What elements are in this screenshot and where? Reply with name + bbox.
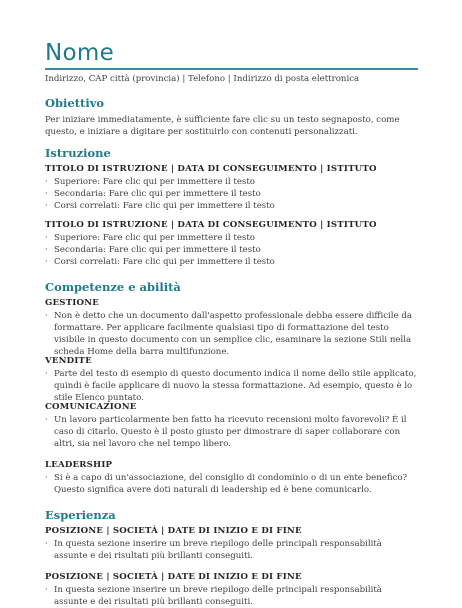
education-entry-title[interactable]: TITOLO DI ISTRUZIONE | DATA DI CONSEGUIMENTO | ISTITUTO [45,164,377,174]
bullet-icon: · [45,473,48,483]
bullet-icon: · [45,233,48,243]
objective-text[interactable]: Per iniziare immediatamente, è sufficiente fare clic su un testo segnaposto, come questo, e iniziare a digitare per sostituirlo con contenuti personalizzati. [45,115,400,137]
skill-group-text[interactable]: · Un lavoro particolarmente ben fatto ha ricevuto recensioni molto favorevoli? È il caso di citarlo. Questo è il posto giusto per dimostrare di saper collaborare con altri, sia nel lavoro che nel tempo libero. [45,415,407,449]
bullet-icon: · [45,189,48,199]
skill-group-title[interactable]: COMUNICAZIONE [45,402,137,412]
skill-group-text[interactable]: · Non è detto che un documento dall'aspetto professionale debba essere difficile da formattare. Per applicare facilmente qualsiasi tipo di formattazione del testo visibile in questo documento con un semplice clic, esaminare la sezione Stili nella scheda Home della barra multifunzione. [45,311,412,357]
experience-entry-text[interactable]: · In questa sezione inserire un breve riepilogo delle principali responsabilità assunte e dei risultati più brillanti conseguiti. [45,539,382,561]
bullet-icon: · [45,369,48,379]
bullet-icon: · [45,177,48,187]
bullet-icon: · [45,201,48,211]
experience-entry-text[interactable]: · In questa sezione inserire un breve riepilogo delle principali responsabilità assunte e dei risultati più brillanti conseguiti. [45,585,382,607]
bullet-icon: · [45,311,48,321]
skill-group-title[interactable]: GESTIONE [45,298,100,308]
bullet-icon: · [45,415,48,425]
education-entry-title[interactable]: TITOLO DI ISTRUZIONE | DATA DI CONSEGUIMENTO | ISTITUTO [45,220,377,230]
objective-heading: Obiettivo [45,96,105,110]
skill-group-title[interactable]: VENDITE [45,356,92,366]
skill-group-text[interactable]: · Parte del testo di esempio di questo documento indica il nome dello stile applicato, quindi è facile applicare di nuovo la stessa formattazione. Ad esempio, questo è lo stile Elenco puntato. [45,369,417,403]
education-item[interactable]: · Secondaria: Fare clic qui per immettere il testo [45,189,261,199]
education-heading: Istruzione [45,146,111,160]
education-item[interactable]: · Corsi correlati: Fare clic qui per immettere il testo [45,201,275,211]
skill-group-title[interactable]: LEADERSHIP [45,460,113,470]
education-item[interactable]: · Secondaria: Fare clic qui per immettere il testo [45,245,261,255]
education-item[interactable]: · Superiore: Fare clic qui per immettere il testo [45,233,255,243]
header-rule [45,68,418,70]
bullet-icon: · [45,585,48,595]
education-item[interactable]: · Superiore: Fare clic qui per immettere il testo [45,177,255,187]
education-item[interactable]: · Corsi correlati: Fare clic qui per immettere il testo [45,257,275,267]
contact-line[interactable]: Indirizzo, CAP città (provincia) | Telefono | Indirizzo di posta elettronica [45,74,360,84]
skill-group-text[interactable]: · Si è a capo di un'associazione, del consiglio di condominio o di un ente benefico? Questo significa avere doti naturali di leadership ed è bene comunicarlo. [45,473,408,495]
resume-name[interactable]: Nome [45,40,115,66]
bullet-icon: · [45,245,48,255]
bullet-icon: · [45,257,48,267]
bullet-icon: · [45,539,48,549]
experience-entry-title[interactable]: POSIZIONE | SOCIETÀ | DATE DI INIZIO E DI FINE [45,572,302,582]
skills-heading: Competenze e abilità [45,280,181,294]
experience-entry-title[interactable]: POSIZIONE | SOCIETÀ | DATE DI INIZIO E DI FINE [45,526,302,536]
experience-heading: Esperienza [45,508,116,522]
